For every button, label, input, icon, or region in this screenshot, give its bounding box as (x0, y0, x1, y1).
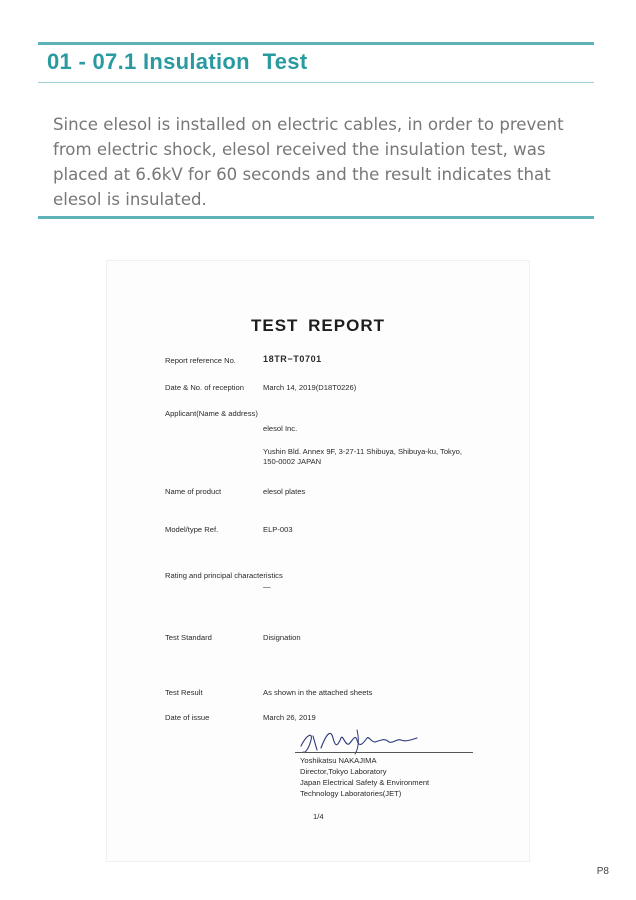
section-divider (38, 216, 594, 219)
rating-value: — (263, 582, 271, 591)
product-label: Name of product (165, 487, 222, 496)
reference-value: 18TR−T0701 (263, 354, 322, 364)
reference-label: Report reference No. (165, 356, 236, 365)
applicant-label: Applicant(Name & address) (165, 409, 258, 418)
intro-paragraph: Since elesol is installed on electric cables, in order to prevent from electric shock, elesol received the insulation test, was placed at 6.6kV for 60 seconds and the result indicates that elesol is insulated. (53, 115, 564, 209)
applicant-address-line1: Yushin Bld. Annex 9F, 3-27-11 Shibuya, Shibuya-ku, Tokyo, (263, 447, 462, 456)
signatory-name: Yoshikatsu NAKAJIMA (300, 756, 377, 765)
section-title: 01 - 07.1 Insulation Test (47, 49, 308, 74)
issue-date-value: March 26, 2019 (263, 713, 316, 722)
signatory-title: Director,Tokyo Laboratory (300, 767, 387, 776)
report-page-indicator: 1/4 (313, 812, 324, 821)
report-title: TEST REPORT (250, 316, 385, 335)
signatory-org-line2: Technology Laboratories(JET) (300, 789, 402, 798)
issue-date-label: Date of issue (165, 713, 210, 722)
reception-label: Date & No. of reception (165, 383, 244, 392)
test-report-scan (106, 260, 530, 862)
applicant-name: elesol Inc. (263, 424, 298, 433)
model-label: Model/type Ref. (165, 525, 219, 534)
result-label: Test Result (165, 688, 203, 697)
page-number: P8 (596, 866, 609, 877)
standard-value: Disignation (263, 633, 301, 642)
header-rule-top (38, 42, 594, 45)
result-value: As shown in the attached sheets (263, 688, 373, 697)
standard-label: Test Standard (165, 633, 212, 642)
product-value: elesol plates (263, 487, 306, 496)
reception-value: March 14, 2019(D18T0226) (263, 383, 357, 392)
applicant-address-line2: 150-0002 JAPAN (263, 457, 322, 466)
header-rule-bottom (38, 82, 594, 83)
signature-line (295, 752, 473, 753)
signatory-org-line1: Japan Electrical Safety & Environment (300, 778, 430, 787)
model-value: ELP-003 (263, 525, 293, 534)
rating-label: Rating and principal characteristics (165, 571, 283, 580)
